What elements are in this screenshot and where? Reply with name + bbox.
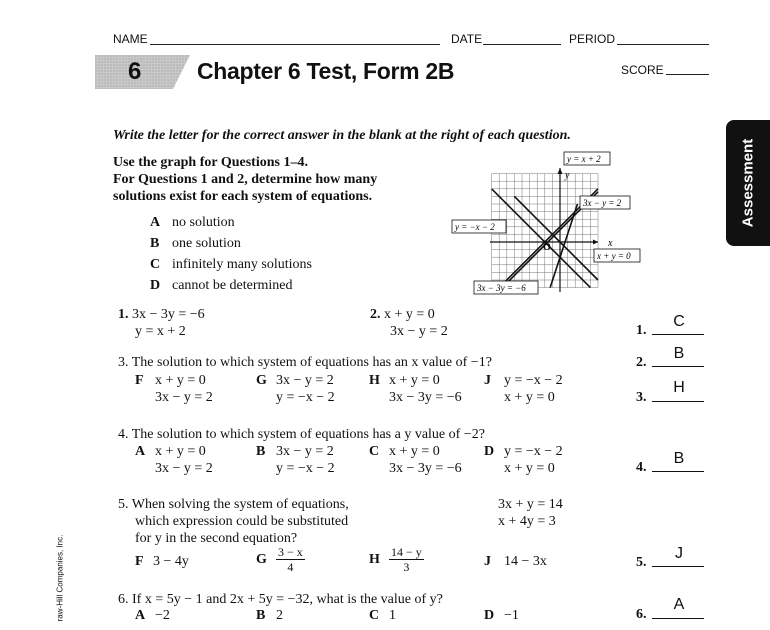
label-3x-minus-3y: 3x − 3y = −6 xyxy=(477,283,526,293)
period-line[interactable] xyxy=(617,44,709,45)
q5-choice-g: G $\frac{3 - x}{4}$ xyxy=(256,545,303,574)
name-label: NAME xyxy=(113,32,148,46)
q1-eq2: y = x + 2 xyxy=(135,324,186,339)
assessment-tab-label: Assessment xyxy=(739,138,757,228)
answer-3-blank[interactable] xyxy=(652,401,704,402)
origin-label: O xyxy=(543,242,551,253)
choice-c: C infinitely many solutions xyxy=(150,257,312,272)
q5-stem-2: which expression could be substituted xyxy=(135,514,349,529)
answer-6-blank[interactable] xyxy=(652,618,704,619)
answer-5-number: 5. xyxy=(636,555,647,570)
answer-1-number: 1. xyxy=(636,323,647,338)
q4-choice-b: B 3x − y = 2 y = −x − 2 xyxy=(256,444,335,476)
q4-choice-d: D y = −x − 2 x + y = 0 xyxy=(484,444,563,476)
q3-choice-f: F x + y = 0 3x − y = 2 xyxy=(135,373,213,405)
q6-choice-d: D −1 xyxy=(484,608,519,623)
q6-choice-c: C 1 xyxy=(369,608,396,623)
answer-1-blank[interactable] xyxy=(652,334,704,335)
score-line[interactable] xyxy=(666,74,709,75)
answer-5-value[interactable]: J xyxy=(675,545,683,562)
q2-eq1: 2. x + y = 0 xyxy=(370,307,435,322)
answer-4-blank[interactable] xyxy=(652,471,704,472)
q5-sys-1: 3x + y = 14 xyxy=(498,497,563,512)
assessment-tab xyxy=(726,120,770,246)
answer-4-value[interactable]: B xyxy=(673,450,685,467)
q1-eq1: 1. 3x − 3y = −6 xyxy=(118,307,205,322)
copyright-credit: raw-Hill Companies, Inc. xyxy=(55,534,65,622)
name-line[interactable] xyxy=(150,44,440,45)
label-3x-minus-y: 3x − y = 2 xyxy=(583,198,622,208)
intro-line-1: Use the graph for Questions 1–4. xyxy=(113,155,308,170)
q5-stem-3: for y in the second equation? xyxy=(135,531,298,546)
intro-line-3: solutions exist for each system of equations. xyxy=(113,189,373,204)
score-label: SCORE xyxy=(621,63,664,77)
q4-stem: 4. The solution to which system of equations has a y value of −2? xyxy=(118,427,485,442)
axis-y-label: y xyxy=(565,170,570,181)
q5-stem-1: 5. When solving the system of equations, xyxy=(118,497,349,512)
q6-stem: 6. If x = 5y − 1 and 2x + 5y = −32, what is the value of y? xyxy=(118,592,443,607)
q4-choice-a: A x + y = 0 3x − y = 2 xyxy=(135,444,213,476)
q3-choice-h: H x + y = 0 3x − 3y = −6 xyxy=(369,373,462,405)
date-line[interactable] xyxy=(483,44,561,45)
answer-2-number: 2. xyxy=(636,355,647,370)
answer-4-number: 4. xyxy=(636,460,647,475)
date-label: DATE xyxy=(451,32,483,46)
answer-2-blank[interactable] xyxy=(652,366,704,367)
chapter-number: 6 xyxy=(128,58,142,85)
answer-2-value[interactable]: B xyxy=(673,345,685,362)
line-y-eq-neg-x-minus-2 xyxy=(492,189,591,288)
graph-grid xyxy=(492,174,598,288)
answer-3-number: 3. xyxy=(636,390,647,405)
label-x-plus-y: x + y = 0 xyxy=(597,251,631,261)
choice-d: D cannot be determined xyxy=(150,278,293,293)
chapter-banner xyxy=(95,55,190,89)
answer-6-value[interactable]: A xyxy=(673,596,685,613)
q4-choice-c: C x + y = 0 3x − 3y = −6 xyxy=(369,444,462,476)
graph xyxy=(450,150,645,300)
q3-choice-g: G 3x − y = 2 y = −x − 2 xyxy=(256,373,335,405)
answer-6-number: 6. xyxy=(636,607,647,622)
q6-choice-a: A −2 xyxy=(135,608,170,623)
answer-3-value[interactable]: H xyxy=(673,379,685,396)
q5-choice-j: J 14 − 3x xyxy=(484,554,547,569)
q3-choice-j: J y = −x − 2 x + y = 0 xyxy=(484,373,563,405)
q3-stem: 3. The solution to which system of equations has an x value of −1? xyxy=(118,355,492,370)
label-y-eq-neg-x-minus-2: y = −x − 2 xyxy=(455,222,495,232)
period-label: PERIOD xyxy=(569,32,616,46)
label-y-eq-x-plus-2: y = x + 2 xyxy=(567,154,601,164)
q5-sys-2: x + 4y = 3 xyxy=(498,514,556,529)
answer-1-value[interactable]: C xyxy=(673,313,685,330)
choice-a: A no solution xyxy=(150,215,235,230)
q5-choice-f: F 3 − 4y xyxy=(135,554,189,569)
q5-choice-h: H $\frac{14 - y}{3}$ xyxy=(369,545,422,574)
intro-line-2: For Questions 1 and 2, determine how many xyxy=(113,172,378,187)
axis-x-label: x xyxy=(608,238,613,249)
choice-b: B one solution xyxy=(150,236,241,251)
answer-5-blank[interactable] xyxy=(652,566,704,567)
page-title: Chapter 6 Test, Form 2B xyxy=(197,58,455,84)
q2-eq2: 3x − y = 2 xyxy=(390,324,448,339)
q6-choice-b: B 2 xyxy=(256,608,283,623)
instructions: Write the letter for the correct answer in the blank at the right of each question. xyxy=(113,128,571,143)
